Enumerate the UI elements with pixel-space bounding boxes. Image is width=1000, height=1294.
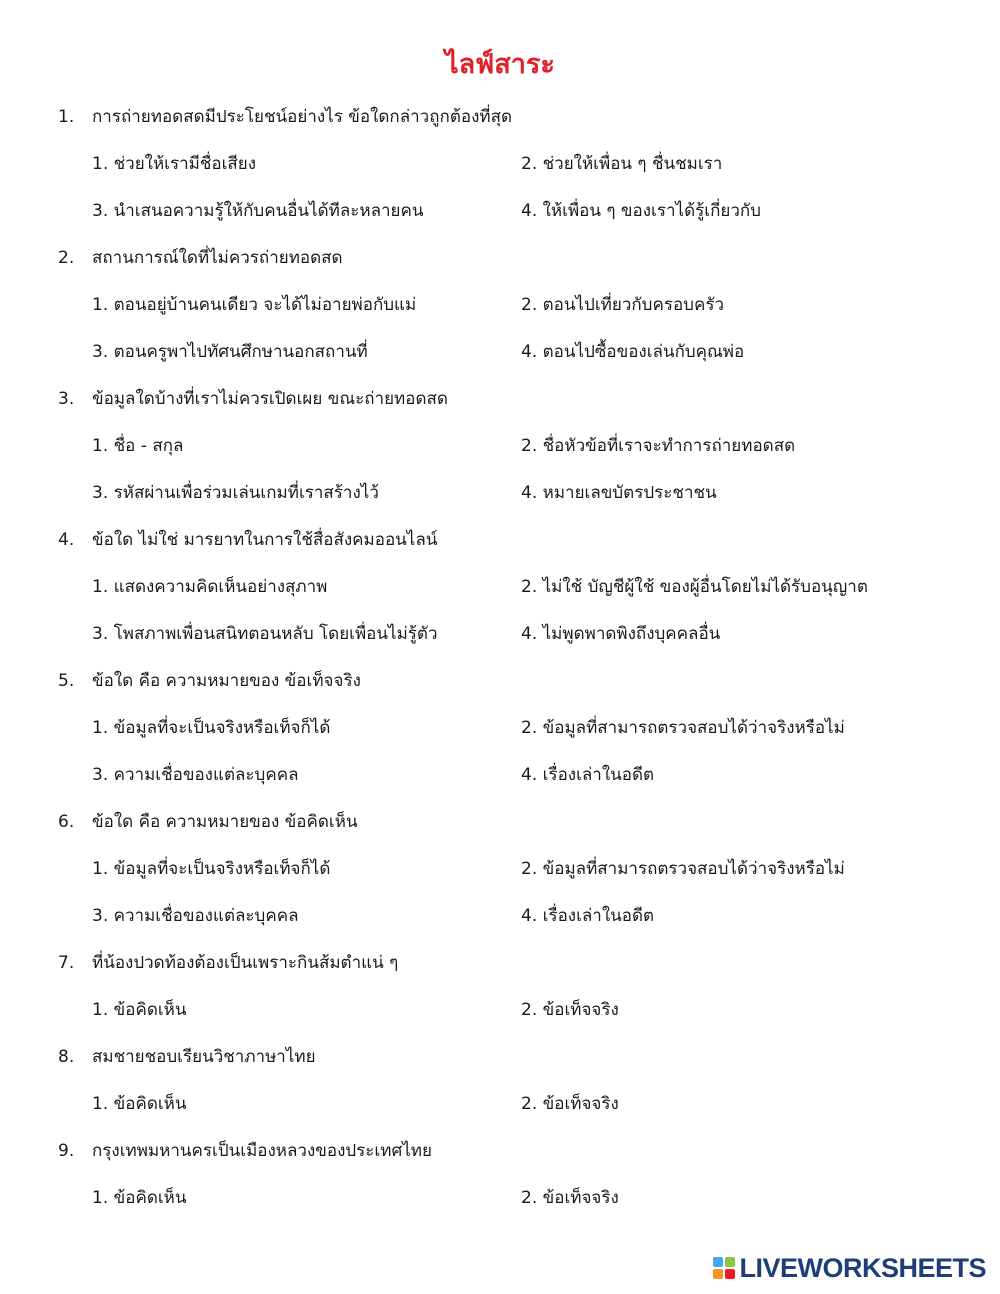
answer-option[interactable]: 3. ตอนครูพาไปทัศนศึกษานอกสถานที่ (92, 342, 368, 362)
answer-option[interactable]: 2. ข้อมูลที่สามารถตรวจสอบได้ว่าจริงหรือไม่ (521, 718, 845, 738)
question-number: 1. (58, 107, 75, 127)
question-number: 2. (58, 248, 75, 268)
answer-option[interactable]: 2. ข้อเท็จจริง (521, 1094, 619, 1114)
answer-option[interactable]: 1. ตอนอยู่บ้านคนเดียว จะได้ไม่อายพ่อกับแม่ (92, 295, 417, 315)
question-number: 5. (58, 671, 75, 691)
question-text: ข้อใด คือ ความหมายของ ข้อคิดเห็น (92, 812, 358, 832)
logo-square (713, 1269, 723, 1279)
answer-option[interactable]: 4. หมายเลขบัตรประชาชน (521, 483, 717, 503)
answer-option[interactable]: 1. ช่วยให้เรามีชื่อเสียง (92, 154, 257, 174)
answer-option[interactable]: 3. ความเชื่อของแต่ละบุคคล (92, 906, 299, 926)
answer-option[interactable]: 1. ข้อมูลที่จะเป็นจริงหรือเท็จก็ได้ (92, 718, 331, 738)
liveworksheets-logo (713, 1253, 986, 1283)
answer-option[interactable]: 1. ข้อคิดเห็น (92, 1188, 187, 1208)
answer-option[interactable]: 2. ชื่อหัวข้อที่เราจะทำการถ่ายทอดสด (521, 436, 796, 456)
answer-option[interactable]: 4. ไม่พูดพาดพิงถึงบุคคลอื่น (521, 624, 721, 644)
question-text: ข้อใด ไม่ใช่ มารยาทในการใช้สื่อสังคมออนไลน์ (92, 530, 438, 550)
question-number: 7. (58, 953, 75, 973)
answer-option[interactable]: 3. นำเสนอความรู้ให้กับคนอื่นได้ทีละหลายคน (92, 201, 424, 221)
question-text: การถ่ายทอดสดมีประโยชน์อย่างไร ข้อใดกล่าวถูกต้องที่สุด (92, 107, 512, 127)
answer-option[interactable]: 2. ช่วยให้เพื่อน ๆ ชื่นชมเรา (521, 154, 723, 174)
answer-option[interactable]: 1. ชื่อ - สกุล (92, 436, 184, 456)
question-text: สถานการณ์ใดที่ไม่ควรถ่ายทอดสด (92, 248, 343, 268)
question-number: 3. (58, 389, 75, 409)
logo-square (713, 1257, 723, 1267)
answer-option[interactable]: 4. ตอนไปซื้อของเล่นกับคุณพ่อ (521, 342, 745, 362)
question-number: 6. (58, 812, 75, 832)
answer-option[interactable]: 2. ข้อเท็จจริง (521, 1188, 619, 1208)
logo-square (725, 1269, 735, 1279)
brand-text: LIVEWORKSHEETS (739, 1252, 986, 1283)
worksheet-title: ไลฟ์สาระ (445, 49, 555, 80)
answer-option[interactable]: 2. ไม่ใช้ บัญชีผู้ใช้ ของผู้อื่นโดยไม่ได้รับอนุญาต (521, 577, 868, 597)
question-number: 9. (58, 1141, 75, 1161)
question-text: กรุงเทพมหานครเป็นเมืองหลวงของประเทศไทย (92, 1141, 432, 1161)
logo-square (725, 1257, 735, 1267)
answer-option[interactable]: 1. ข้อคิดเห็น (92, 1094, 187, 1114)
answer-option[interactable]: 2. ข้อเท็จจริง (521, 1000, 619, 1020)
question-text: สมชายชอบเรียนวิชาภาษาไทย (92, 1047, 316, 1067)
question-number: 4. (58, 530, 75, 550)
question-text: ที่น้องปวดท้องต้องเป็นเพราะกินส้มตำแน่ ๆ (92, 953, 399, 973)
answer-option[interactable]: 1. แสดงความคิดเห็นอย่างสุภาพ (92, 577, 328, 597)
question-text: ข้อมูลใดบ้างที่เราไม่ควรเปิดเผย ขณะถ่ายทอดสด (92, 389, 448, 409)
answer-option[interactable]: 1. ข้อคิดเห็น (92, 1000, 187, 1020)
answer-option[interactable]: 3. ความเชื่อของแต่ละบุคคล (92, 765, 299, 785)
answer-option[interactable]: 4. ให้เพื่อน ๆ ของเราได้รู้เกี่ยวกับ (521, 201, 761, 221)
answer-option[interactable]: 3. รหัสผ่านเพื่อร่วมเล่นเกมที่เราสร้างไว้ (92, 483, 379, 503)
question-number: 8. (58, 1047, 75, 1067)
answer-option[interactable]: 2. ข้อมูลที่สามารถตรวจสอบได้ว่าจริงหรือไม่ (521, 859, 845, 879)
answer-option[interactable]: 2. ตอนไปเที่ยวกับครอบครัว (521, 295, 724, 315)
answer-option[interactable]: 3. โพสภาพเพื่อนสนิทตอนหลับ โดยเพื่อนไม่รู้ตัว (92, 624, 438, 644)
answer-option[interactable]: 4. เรื่องเล่าในอดีต (521, 765, 655, 785)
liveworksheets-logo-icon (713, 1257, 735, 1279)
answer-option[interactable]: 4. เรื่องเล่าในอดีต (521, 906, 655, 926)
answer-option[interactable]: 1. ข้อมูลที่จะเป็นจริงหรือเท็จก็ได้ (92, 859, 331, 879)
question-text: ข้อใด คือ ความหมายของ ข้อเท็จจริง (92, 671, 361, 691)
